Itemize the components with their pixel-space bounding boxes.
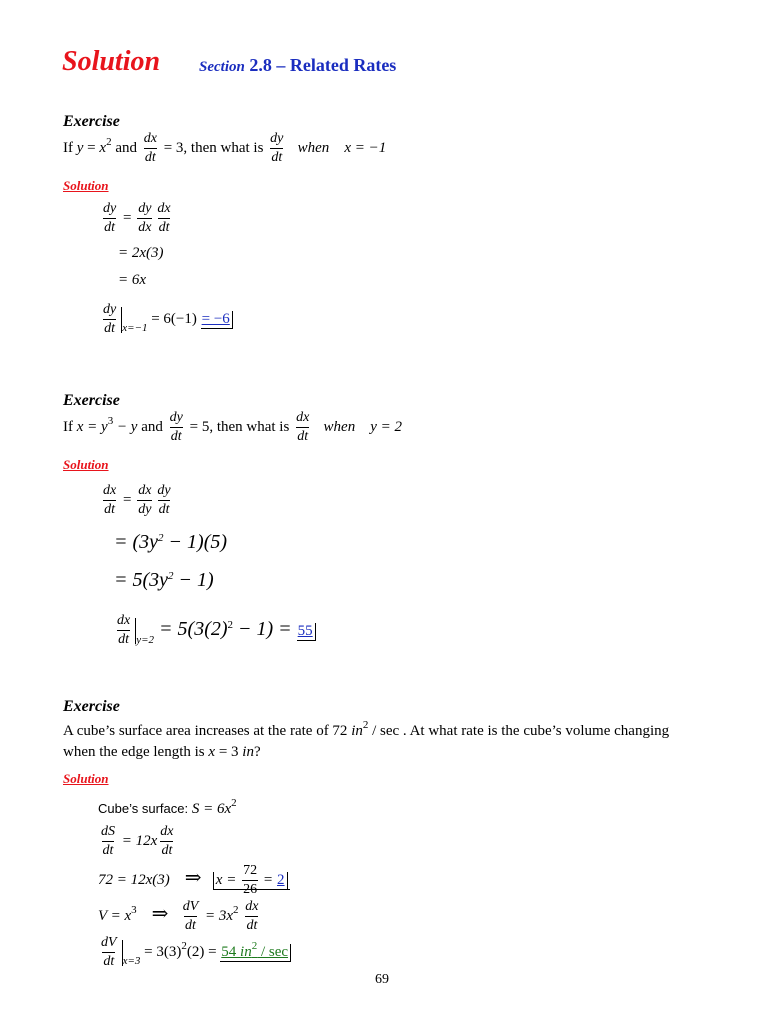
q-text: and: [115, 139, 137, 156]
frac-den: dt: [102, 843, 114, 858]
ex2-step-3: [114, 569, 214, 592]
implies-arrow: ⇒: [184, 866, 202, 889]
q-exp: 2: [106, 135, 112, 148]
ex2-step-1: [100, 484, 174, 517]
step-label: Cube’s surface:: [98, 801, 189, 816]
q-var: x: [99, 139, 107, 156]
expr: − 1): [173, 569, 214, 591]
fraction: [102, 303, 117, 336]
exp: 2: [158, 532, 164, 544]
frac-den: dt: [271, 150, 283, 165]
expr: = 6(−1): [151, 310, 197, 327]
ex1-step-4: [100, 303, 233, 336]
frac-num: dx: [117, 613, 131, 628]
q-exp: 2: [362, 719, 369, 731]
exercise-1-heading: Exercise: [63, 113, 120, 130]
q-text: / sec . At what rate is the cube’s volume changing: [368, 723, 670, 739]
ex2-step-4: [114, 614, 316, 647]
ex3-step-4: [98, 900, 262, 933]
expr: = 3x: [205, 907, 234, 924]
frac-num: dx: [296, 410, 310, 425]
ex3-step-2: [98, 825, 177, 858]
subscript: x=3: [122, 954, 141, 967]
page-title: Solution: [62, 46, 161, 77]
exp: 3: [131, 903, 137, 916]
answer: = −6: [201, 311, 233, 329]
exercise-3-solution-label: Solution: [63, 771, 109, 786]
expr: = 5(3y: [114, 569, 169, 591]
ex1-step-1: [100, 202, 174, 235]
frac-num: dx: [143, 131, 157, 146]
frac-den: dt: [158, 220, 170, 235]
frac-num: dy: [103, 201, 117, 216]
section-heading: [199, 55, 396, 76]
frac-num: dy: [157, 483, 171, 498]
q-op: = 5: [185, 418, 210, 435]
frac-num: dx: [103, 483, 117, 498]
frac-num: dx: [157, 201, 171, 216]
ex3-step-5: [98, 936, 291, 969]
expr: = 3(3): [144, 943, 182, 960]
section-title: 2.8 – Related Rates: [249, 55, 397, 75]
frac-den: dt: [297, 429, 309, 444]
fraction: [169, 411, 184, 444]
frac-num: dS: [101, 824, 115, 839]
boxed-result: [213, 863, 290, 897]
fraction: [244, 900, 259, 933]
exercise-2-heading: Exercise: [63, 392, 120, 409]
exercise-1-question: [63, 132, 386, 165]
q-var: x = y: [76, 418, 108, 435]
frac-num: dV: [101, 935, 117, 950]
fraction: [102, 202, 117, 235]
fraction: [137, 202, 152, 235]
fraction: [182, 900, 200, 933]
exercise-2-question: [63, 411, 402, 444]
q-op: =: [83, 139, 100, 156]
expr: = 5(3(2): [159, 618, 228, 641]
frac-num: dy: [169, 410, 183, 425]
exercise-1-solution-label: Solution: [63, 178, 109, 193]
q-var: − y: [113, 418, 138, 435]
frac-den: dt: [144, 150, 156, 165]
ex1-step-3: = 6x: [118, 272, 147, 288]
exercise-3-question-line-1: [63, 719, 670, 740]
exp: 2: [227, 619, 234, 632]
frac-den: dt: [103, 954, 115, 969]
expr: (2) =: [186, 943, 221, 960]
frac-den: dt: [104, 502, 116, 517]
frac-num: dy: [270, 131, 284, 146]
ex2-step-2: [114, 531, 227, 554]
expr: 72 = 12x(3): [98, 871, 170, 888]
fraction: [137, 484, 152, 517]
op: =: [122, 209, 132, 226]
q-text: when the edge length is: [63, 744, 209, 760]
fraction: [100, 825, 116, 858]
expr: − 1)(5): [163, 531, 228, 553]
q-unit: in: [242, 744, 254, 760]
frac-num: dx: [245, 899, 259, 914]
frac-den: dy: [138, 502, 152, 517]
frac-num: dV: [182, 899, 199, 914]
exp: 2: [168, 570, 174, 582]
q-value: x = −1: [344, 139, 387, 156]
expr: V = x: [98, 907, 132, 924]
exercise-3-heading: Exercise: [63, 698, 120, 715]
frac-den: dt: [118, 632, 130, 647]
exp: 2: [181, 939, 187, 952]
fraction: [295, 411, 310, 444]
fraction: [100, 936, 118, 969]
frac-den: dt: [185, 918, 196, 933]
frac-num: dx: [138, 483, 152, 498]
fraction: [156, 484, 171, 517]
fraction: [242, 864, 258, 897]
q-text: and: [141, 418, 163, 435]
subscript: x=−1: [122, 321, 148, 334]
exercise-3-question-line-2: [63, 744, 261, 761]
answer-unit: / sec: [257, 943, 289, 960]
frac-den: dt: [104, 220, 116, 235]
fraction: [269, 132, 284, 165]
ex3-step-1: [98, 797, 237, 818]
ex3-step-3: [98, 864, 290, 897]
q-text: A cube’s surface area increases at the rate of 72: [63, 723, 352, 739]
q-text: ?: [253, 744, 261, 760]
fraction: [143, 132, 158, 165]
expr: − 1) =: [233, 618, 297, 641]
answer-unit: in: [240, 943, 252, 960]
frac-den: dt: [161, 843, 173, 858]
frac-num: dy: [138, 201, 152, 216]
q-var: x: [208, 744, 216, 760]
q-text: , then what is: [209, 418, 290, 435]
fraction: [159, 825, 174, 858]
answer: 55: [297, 623, 316, 641]
page-number: 69: [375, 972, 389, 987]
exp: 2: [233, 903, 239, 916]
q-op: = 3: [159, 139, 184, 156]
q-unit: in: [351, 723, 363, 739]
expr: x =: [215, 871, 237, 888]
frac-num: dy: [103, 302, 117, 317]
implies-arrow: ⇒: [151, 902, 169, 925]
frac-den: dt: [104, 321, 116, 336]
answer: [220, 939, 291, 962]
q-text: = 3: [215, 744, 243, 760]
frac-den: dt: [246, 918, 258, 933]
section-word: Section: [199, 59, 245, 75]
frac-den: dt: [170, 429, 182, 444]
expr: S = 6x: [191, 801, 232, 817]
frac-den: dx: [138, 220, 152, 235]
answer: 2: [276, 872, 288, 890]
expr: = (3y: [114, 531, 159, 553]
q-value: y = 2: [370, 418, 402, 435]
op: =: [263, 871, 273, 888]
ex1-step-2: = 2x(3): [118, 245, 164, 261]
frac-num: dx: [160, 824, 174, 839]
q-text: If: [63, 139, 73, 156]
answer-exp: 2: [251, 939, 258, 952]
q-exp: 3: [107, 414, 114, 427]
frac-den: dt: [158, 502, 170, 517]
q-text: when: [323, 418, 356, 435]
fraction: [156, 202, 171, 235]
answer-value: 54: [221, 943, 241, 960]
fraction: [116, 614, 131, 647]
q-var: y: [76, 139, 84, 156]
exercise-2-solution-label: Solution: [63, 457, 109, 472]
fraction: [102, 484, 117, 517]
q-text: If: [63, 418, 73, 435]
frac-num: 72: [243, 863, 258, 878]
expr: = 12x: [121, 832, 158, 849]
q-text: , then what is: [183, 139, 264, 156]
q-text: when: [297, 139, 330, 156]
frac-den: 26: [243, 882, 258, 897]
op: =: [122, 491, 132, 508]
exp: 2: [231, 797, 237, 809]
subscript: y=2: [136, 634, 155, 647]
